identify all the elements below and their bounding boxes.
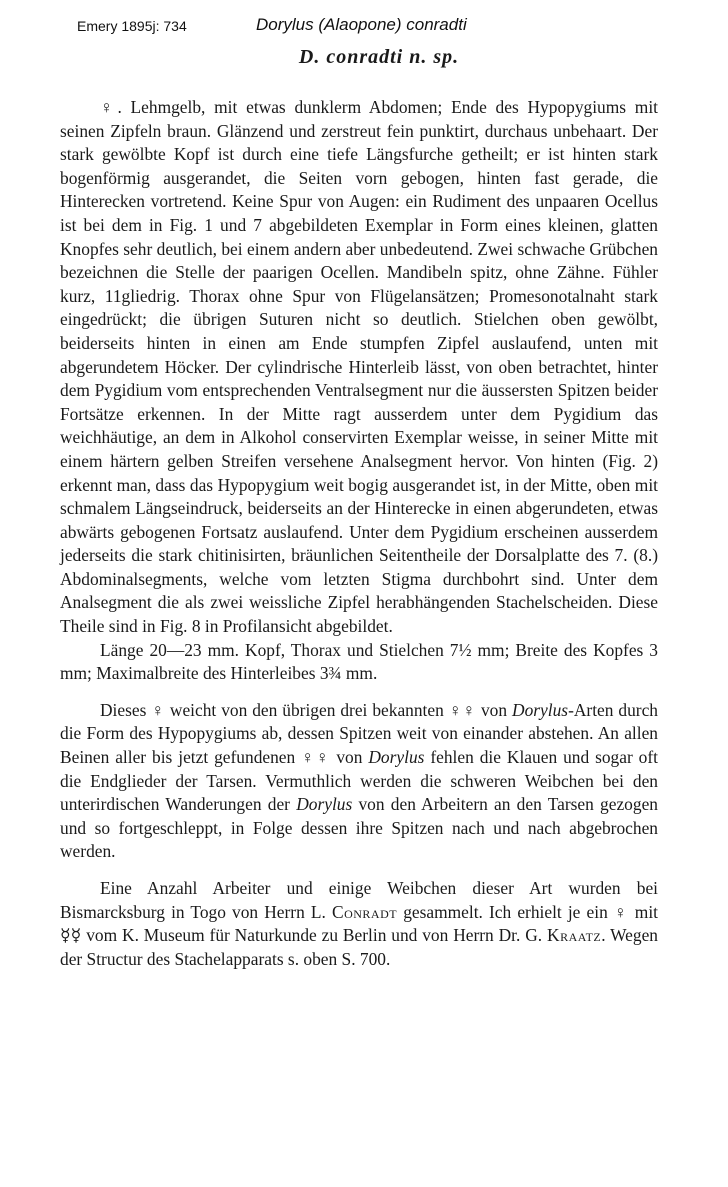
comparison-text-2: -Arten durch die Form des Hypopygiums ab, dessen Spitzen weit von einander abstehen. An allen Beinen aller bis jetzt gefundenen ♀♀ von <box>60 699 658 768</box>
comparison-text-3: fehlen die Klauen und sogar oft die Endglieder der Tarsen. Vermuthlich werden die schweren Weibchen bei den unterirdischen Wanderungen der <box>60 747 659 815</box>
comparison-text-4: von den Arbeitern an den Tarsen gezogen und so fortgeschleppt, in Folge dessen ihre Spitzen nach und nach abgebrochen werden. <box>60 794 658 862</box>
document-body <box>60 96 658 971</box>
comparison-paragraph <box>60 699 658 864</box>
collector-name: Conradt <box>331 901 398 922</box>
provenance-paragraph <box>60 877 658 971</box>
genus-name: Dorylus <box>512 699 569 720</box>
provenance-text-2: gesammelt. Ich erhielt je ein ♀ mit ☿☿ vom K. Museum für Naturkunde zu Berlin und von Herrn Dr. G. <box>60 901 658 946</box>
provenance-text-1: Eine Anzahl Arbeiter und einige Weibchen dieser Art wurden bei Bismarcksburg in Togo von Herrn L. <box>60 878 658 922</box>
measurements-paragraph: Länge 20—23 mm. Kopf, Thorax und Stielchen 7½ mm; Breite des Kopfes 3 mm; Maximalbreite des Hinterleibes 3¾ mm. <box>60 639 658 684</box>
description-paragraph: ♀. Lehmgelb, mit etwas dunklerm Abdomen; Ende des Hypopygiums mit seinen Zipfeln braun. Glänzend und zerstreut fein punktirt, durchaus unbehaart. Der stark gewölbte Kopf ist durch eine tiefe Längsfurche getheilt; er ist hinten stark bogenförmig ausgerandet, die Seiten vorn gebogen, hinten fast gerade, die Hinterecken vortretend. Keine Spur von Augen: ein Rudiment des unpaaren Ocellus ist bei dem in Fig. 1 und 7 abgebildeten Exemplar in Form eines kleinen, glatten Knopfes sehr deutlich, bei einem andern aber unbedeutend. Zwei schwache Grübchen bezeichnen die Stelle der paarigen Ocellen. Mandibeln spitz, ohne Zähne. Fühler kurz, 11gliedrig. Thorax ohne Spur von Flügelansätzen; Promesonotalnaht stark eingedrückt; die übrigen Suturen nicht so deutlich. Stielchen oben gewölbt, beiderseits hinten in einen am Ende stumpfen Zipfel auslaufend, unten mit abgerundetem Höcker. Der cylindrische Hinterleib lässt, von oben betrachtet, hinter dem Pygidium vom entsprechenden Ventralsegment nur die äussersten Spitzen beider Fortsätze erkennen. In der Mitte ragt ausserdem unter dem Pygidium das weichhäutige, an dem in Alkohol conservirten Exemplar weisse, in seiner Mitte mit einem härtern gelben Streifen versehene Analsegment hervor. Von hinten (Fig. 2) erkennt man, dass das Hypopygium weit bogig ausgerandet ist, in der Mitte, oben mit schmalem Längseindruck, beiderseits an der Hinterecke in einen abgerundeten, etwas abwärts gebogenen Fortsatz auslaufend. Unter dem Pygidium erscheinen ausserdem jederseits die stark chitinisirten, bräunlichen Seitentheile der Dorsalplatte des 7. (8.) Abdominalsegments, welche vom letzten Stigma durchbohrt sind. Unter dem Analsegment die als zwei weissliche Zipfel herabhängenden Stachelscheiden. Diese Theile sind in Fig. 8 in Profilansicht abgebildet. <box>60 97 658 637</box>
genus-name: Dorylus <box>368 747 425 768</box>
provenance-text-3: . Wegen der Structur des Stachelapparats s. oben S. 700. <box>60 925 659 969</box>
citation-header: Emery 1895j: 734 <box>77 18 187 34</box>
taxon-header: Dorylus (Alaopone) conradti <box>256 15 467 34</box>
species-title: D. conradti n. sp. <box>298 46 460 68</box>
donor-name: Kraatz <box>547 925 602 946</box>
genus-name: Dorylus <box>296 794 353 815</box>
comparison-text-1: Dieses ♀ weicht von den übrigen drei bekannten ♀♀ von <box>100 699 513 720</box>
